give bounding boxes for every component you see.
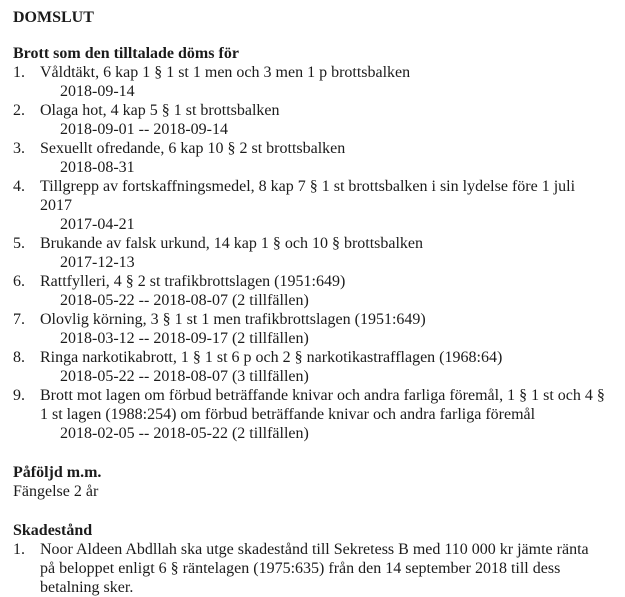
crime-text: Ringa narkotikabrott, 1 § 1 st 6 p och 2 § narkotikastrafflagen (1968:64) bbox=[40, 349, 503, 366]
crime-text: Tillgrepp av fortskaffningsmedel, 8 kap 7 § 1 st brottsbalken i sin lydelse före 1 juli bbox=[40, 178, 576, 195]
damages-text: betalning sker. bbox=[40, 579, 134, 596]
item-body bbox=[40, 234, 619, 272]
item-body bbox=[40, 540, 619, 597]
crime-text: Olovlig körning, 3 § 1 st 1 men trafikbrottslagen (1951:649) bbox=[40, 311, 426, 328]
item-number: 5. bbox=[13, 235, 25, 252]
crime-date: 2018-09-14 bbox=[60, 83, 135, 100]
item-number: 1. bbox=[13, 541, 25, 558]
crime-date: 2018-08-31 bbox=[60, 159, 135, 176]
item-number: 2. bbox=[13, 102, 25, 119]
crime-date: 2018-05-22 -- 2018-08-07 (3 tillfällen) bbox=[60, 368, 309, 385]
crime-item-7 bbox=[13, 310, 619, 348]
crime-date: 2017-04-21 bbox=[60, 216, 135, 233]
item-body bbox=[40, 386, 619, 443]
penalty-heading: Påföljd m.m. bbox=[13, 464, 102, 481]
crime-item-8 bbox=[13, 348, 619, 386]
damages-text: på beloppet enligt 6 § räntelagen (1975:635) från den 14 september 2018 till dess bbox=[40, 560, 561, 577]
item-number: 6. bbox=[13, 273, 25, 290]
crime-date: 2018-03-12 -- 2018-09-17 (2 tillfällen) bbox=[60, 330, 309, 347]
item-number: 1. bbox=[13, 64, 25, 81]
item-body bbox=[40, 310, 619, 348]
crime-item-3 bbox=[13, 139, 619, 177]
page-title: DOMSLUT bbox=[13, 9, 94, 26]
damages-item-1 bbox=[13, 540, 619, 597]
crime-text: Rattfylleri, 4 § 2 st trafikbrottslagen (1951:649) bbox=[40, 273, 346, 290]
section-penalty bbox=[13, 463, 619, 501]
item-body bbox=[40, 272, 619, 310]
crime-item-6 bbox=[13, 272, 619, 310]
item-body bbox=[40, 348, 619, 386]
item-number: 4. bbox=[13, 178, 25, 195]
crime-item-9 bbox=[13, 386, 619, 443]
crime-item-1 bbox=[13, 63, 619, 101]
section-crimes bbox=[13, 44, 619, 443]
crime-date: 2018-02-05 -- 2018-05-22 (2 tillfällen) bbox=[60, 425, 309, 442]
item-body bbox=[40, 101, 619, 139]
crime-date: 2018-05-22 -- 2018-08-07 (2 tillfällen) bbox=[60, 292, 309, 309]
item-number: 8. bbox=[13, 349, 25, 366]
damages-text: Noor Aldeen Abdllah ska utge skadestånd till Sekretess B med 110 000 kr jämte ränta bbox=[40, 541, 589, 558]
crime-text: 1 st lagen (1988:254) om förbud beträffande knivar och andra farliga föremål bbox=[40, 406, 536, 423]
crime-text: Våldtäkt, 6 kap 1 § 1 st 1 men och 3 men 1 p brottsbalken bbox=[40, 64, 411, 81]
item-body bbox=[40, 139, 619, 177]
penalty-text: Fängelse 2 år bbox=[13, 483, 99, 500]
crime-text: Brukande av falsk urkund, 14 kap 1 § och 10 § brottsbalken bbox=[40, 235, 424, 252]
crime-item-5 bbox=[13, 234, 619, 272]
crime-text: Olaga hot, 4 kap 5 § 1 st brottsbalken bbox=[40, 102, 280, 119]
item-body bbox=[40, 177, 619, 234]
crimes-heading: Brott som den tilltalade döms för bbox=[13, 45, 239, 62]
item-body bbox=[40, 63, 619, 101]
damages-heading: Skadestånd bbox=[13, 522, 93, 539]
crime-date: 2018-09-01 -- 2018-09-14 bbox=[60, 121, 228, 138]
crime-text: 2017 bbox=[40, 197, 72, 214]
damages-list bbox=[13, 540, 619, 597]
item-number: 7. bbox=[13, 311, 25, 328]
crime-item-4 bbox=[13, 177, 619, 234]
crime-text: Sexuellt ofredande, 6 kap 10 § 2 st brottsbalken bbox=[40, 140, 346, 157]
item-number: 3. bbox=[13, 140, 25, 157]
crime-text: Brott mot lagen om förbud beträffande knivar och andra farliga föremål, 1 § 1 st och 4 § bbox=[40, 387, 605, 404]
section-damages bbox=[13, 521, 619, 597]
item-number: 9. bbox=[13, 387, 25, 404]
crime-item-2 bbox=[13, 101, 619, 139]
crimes-list bbox=[13, 63, 619, 443]
crime-date: 2017-12-13 bbox=[60, 254, 135, 271]
